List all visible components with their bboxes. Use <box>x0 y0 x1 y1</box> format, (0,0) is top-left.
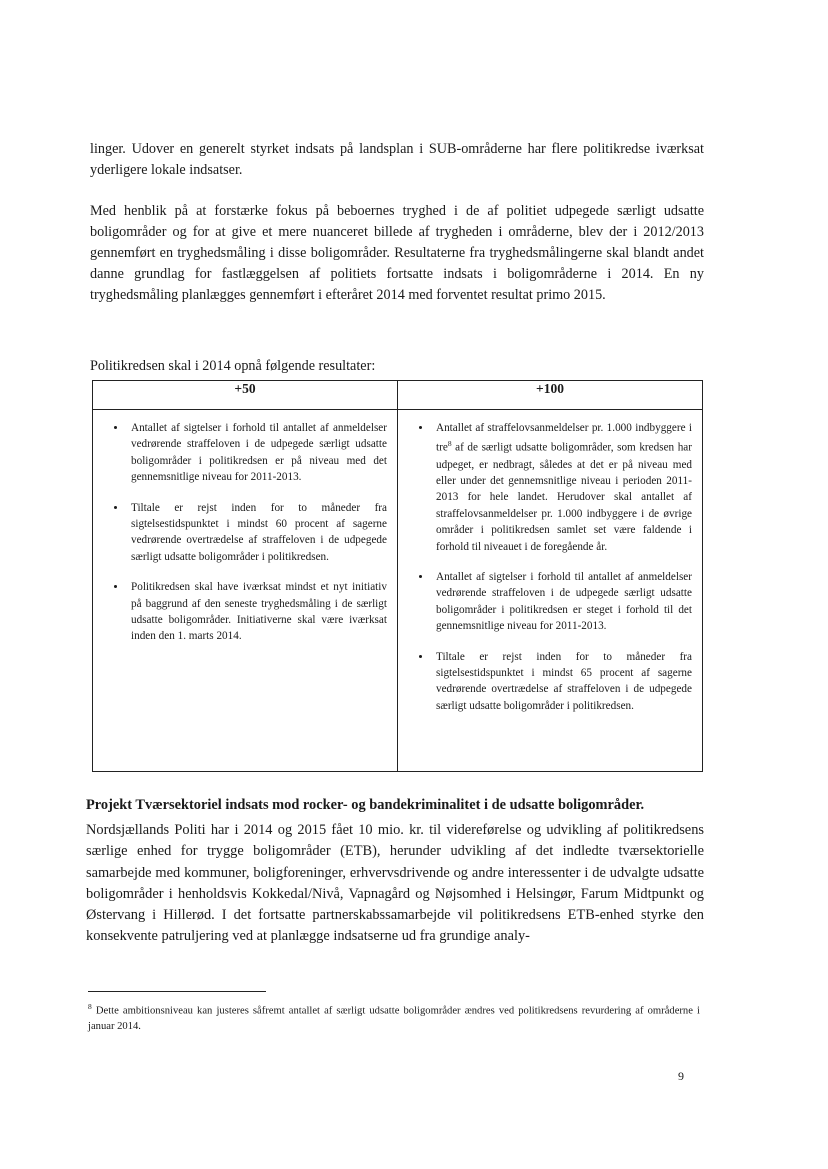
list-item-text: Antallet af straffelovsanmeldelser pr. 1.000 indbyggere i tre <box>436 422 692 455</box>
table-body-row <box>93 410 703 772</box>
results-table <box>92 380 703 772</box>
list-item-text: af de særligt udsatte boligområder, som kredsen har udpeget, er nedbragt, således at det er på niveau med eller under det gennemsnitlige niveau i perioden 2011-2013 for hele landet. Herudover skal antallet af straffelovsanmeldelser pr. 1.000 indbyggere i de øvrige områder i politikredsen samlet set være faldende i forhold til niveauet i de foregående år. <box>436 442 692 553</box>
footnote-marker: 8 <box>88 1002 92 1011</box>
footnote-text: Dette ambitionsniveau kan justeres såfremt antallet af særligt udsatte boligområder ændres ved politikredsens revurdering af områderne i januar 2014. <box>88 1005 700 1032</box>
plus100-cell <box>398 410 703 772</box>
footnote-ref: 8 <box>447 439 452 449</box>
header-plus50: +50 <box>93 381 398 410</box>
intro-paragraph: linger. Udover en generelt styrket indsats på landsplan i SUB-områderne har flere politikredse iværksat yderligere lokale indsatser. <box>90 141 704 178</box>
footnote <box>88 999 700 1034</box>
plus50-goal-list <box>97 420 387 645</box>
list-item <box>432 420 692 555</box>
list-item: • Antallet af sigtelser i forhold til antallet af anmeldelser vedrørende straffeloven i de udpegede særligt udsatte boligområder i politikredsen er steget i forhold til det gennemsnitlige niveau for 2011-2013. <box>432 569 692 635</box>
list-item: • Tiltale er rejst inden for to måneder fra sigtelsestidspunktet i mindst 60 procent af sagerne vedrørende overtrædelse af straffeloven i de udpegede særligt udsatte boligområder i politikredsen. <box>127 500 387 566</box>
plus100-goal-list <box>402 420 692 714</box>
section-heading: Projekt Tværsektoriel indsats mod rocker- og bandekriminalitet i de udsatte boligområder. <box>86 797 645 813</box>
table-caption: Politikredsen skal i 2014 opnå følgende resultater: <box>90 358 376 374</box>
table-header-row <box>93 381 703 410</box>
footnote-divider <box>88 991 266 992</box>
list-item: • Politikredsen skal have iværksat mindst et nyt initiativ på baggrund af den seneste tryghedsmåling i de særligt udsatte boligområder. Initiativerne skal være iværksat inden den 1. marts 2014. <box>127 579 387 645</box>
list-item: • Tiltale er rejst inden for to måneder fra sigtelsestidspunktet i mindst 65 procent af sagerne vedrørende overtrædelse af straffeloven i de udpegede særligt udsatte boligområder i politikredsen. <box>432 649 692 715</box>
page-number: 9 <box>678 1069 684 1083</box>
header-plus100: +100 <box>398 381 703 410</box>
plus50-cell <box>93 410 398 772</box>
tryghed-paragraph: Med henblik på at forstærke fokus på beboernes tryghed i de af politiet udpegede særligt udsatte boligområder og for at give et mere nuanceret billede af trygheden i områderne, blev der i 2012/2013 gennemført en tryghedsmåling i disse boligområder. Resultaterne fra tryghedsmålingerne skal blandt andet danne grundlag for fastlæggelsen af politiets fortsatte indsats i boligområderne i 2014. En ny tryghedsmåling planlægges gennemført i efteråret 2014 med forventet resultat primo 2015. <box>90 203 704 303</box>
list-item: • Antallet af sigtelser i forhold til antallet af anmeldelser vedrørende straffeloven i de udpegede særligt udsatte boligområder i politikredsen er på niveau med det gennemsnitlige niveau for 2011-2013. <box>127 420 387 486</box>
projekt-paragraph: Nordsjællands Politi har i 2014 og 2015 fået 10 mio. kr. til videreførelse og udvikling af politikredsens særlige enhed for trygge boligområder (ETB), herunder udvikling af det indledte tværsektorielle samarbejde med kommuner, boligforeninger, erhvervsdrivende og andre interessenter i de udvalgte udsatte boligområder i henholdsvis Kokkedal/Nivå, Vapnagård og Nøjsomhed i Helsingør, Farum Midtpunkt og Østervang i Hillerød. I det fortsatte partnerskabssamarbejde vil politikredsens ETB-enhed styrke den konsekvente patruljering ved at planlægge indsatserne ud fra grundige analy- <box>86 822 704 945</box>
